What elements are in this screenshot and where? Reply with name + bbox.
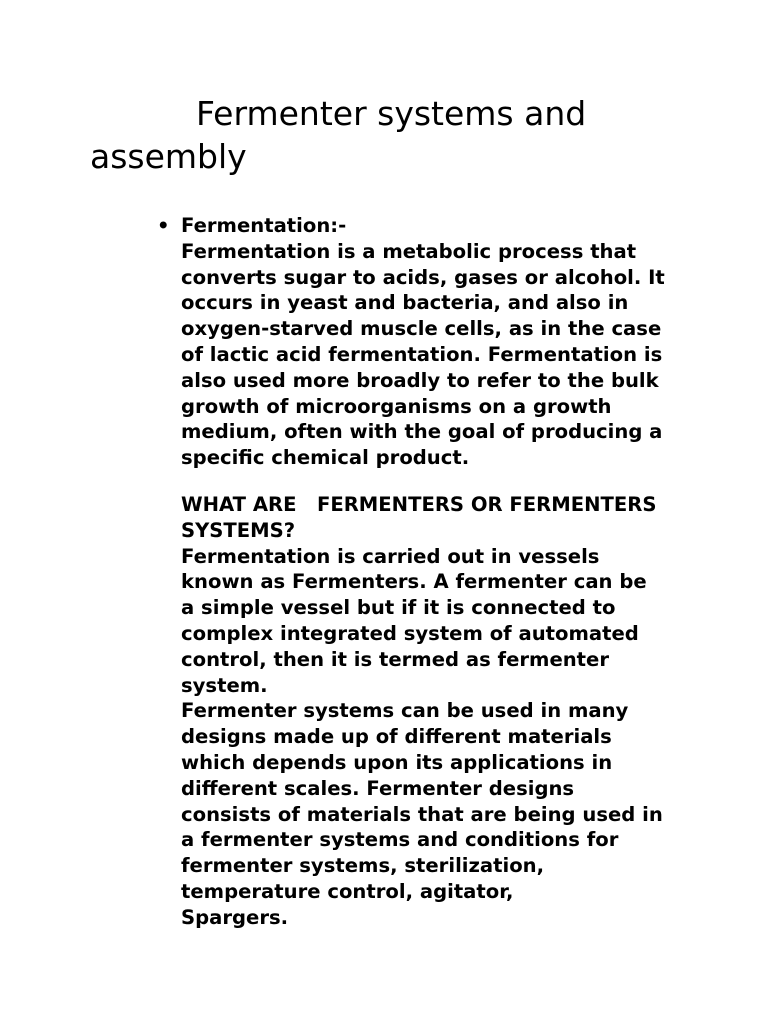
paragraph-line: specific chemical product.	[181, 446, 470, 470]
paragraph-line: system.	[181, 673, 268, 697]
paragraph-line: also used more broadly to refer to the bulk	[181, 368, 659, 392]
paragraph-line: converts sugar to acids, gases or alcohol. It	[181, 265, 665, 289]
paragraph-line: occurs in yeast and bacteria, and also in	[181, 291, 629, 315]
section-fermentation	[181, 213, 691, 471]
paragraph-line: complex integrated system of automated	[181, 621, 639, 645]
paragraph-line: a fermenter systems and conditions for	[181, 828, 619, 852]
paragraph-line: of lactic acid fermentation. Fermentation is	[181, 342, 663, 366]
document-title	[90, 92, 690, 178]
paragraph-line: which depends upon its applications in	[181, 750, 613, 774]
bullet-icon: •	[157, 214, 170, 237]
paragraph-line: oxygen-starved muscle cells, as in the case	[181, 317, 662, 341]
paragraph-line: Fermentation is carried out in vessels	[181, 544, 600, 568]
section-heading-fermenters-cont: SYSTEMS?	[181, 518, 296, 542]
bullet-list-item	[157, 213, 691, 931]
title-line-2: assembly	[90, 137, 247, 176]
paragraph-line: Spargers.	[181, 905, 289, 929]
section-heading-fermenters: WHAT ARE FERMENTERS OR FERMENTERS	[181, 492, 657, 516]
paragraph-line: designs made up of different materials	[181, 725, 612, 749]
section-fermenters	[181, 492, 691, 931]
paragraph-line: Fermentation is a metabolic process that	[181, 239, 637, 263]
paragraph-line: fermenter systems, sterilization,	[181, 854, 545, 878]
paragraph-line: medium, often with the goal of producing a	[181, 420, 663, 444]
paragraph-line: growth of microorganisms on a growth	[181, 394, 612, 418]
paragraph-line: consists of materials that are being used in	[181, 802, 663, 826]
paragraph-line: a simple vessel but if it is connected to	[181, 596, 616, 620]
section-spacer	[181, 471, 691, 492]
paragraph-line: Fermenter systems can be used in many	[181, 699, 629, 723]
paragraph-line: known as Fermenters. A fermenter can be	[181, 570, 647, 594]
paragraph-line: different scales. Fermenter designs	[181, 776, 575, 800]
title-line-1: Fermenter systems and	[196, 94, 587, 133]
paragraph-line: temperature control, agitator,	[181, 879, 514, 903]
paragraph-line: control, then it is termed as fermenter	[181, 647, 610, 671]
section-heading-fermentation: Fermentation:-	[181, 214, 347, 237]
